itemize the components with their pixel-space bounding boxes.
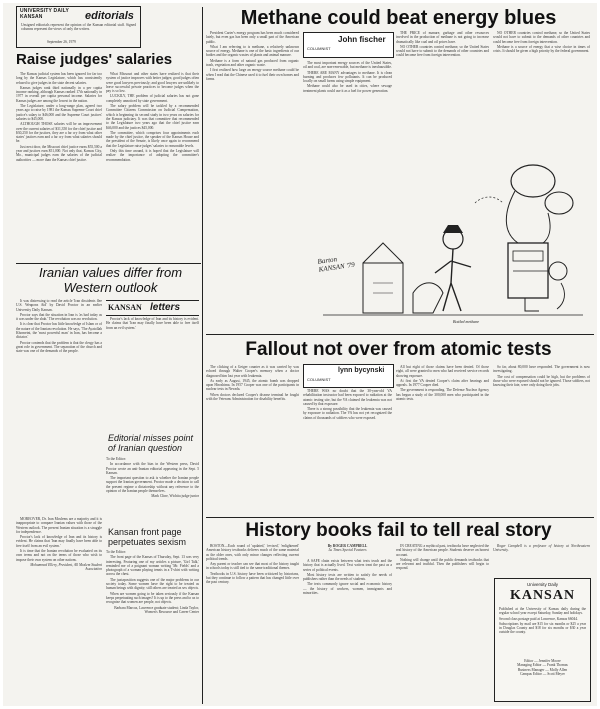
history-signature: Roger Campbell is a professor of history at Northeastern University.	[493, 544, 590, 553]
methane-para: Methane is a form of natural gas produced from organic trash, vegetation and other organic waste.	[206, 58, 299, 68]
fallout-col2	[303, 389, 392, 513]
methane-para: I first realized how large an energy source methane could be when I read that the Chinese used it to fuel their own homes and farms.	[206, 68, 299, 81]
iranian-para: Proctor's lack of knowledge of Iran and its history is evident. He claims that 'Iran may finally have been able to free itself from an evil system.'	[16, 535, 102, 548]
fallout-author-box	[303, 364, 394, 388]
kansan-front-headline: Kansan front page perpetuates sexism	[108, 527, 187, 547]
fallout-para: There is a strong possibility that the leukemia was caused by exposure to radiation. The VA has not yet recognized the claims of thousands of soldiers who were exposed.	[303, 407, 392, 420]
history-byline: By ROGER CAMPBELL	[327, 544, 368, 548]
kansan-front-body	[106, 550, 199, 700]
iranian-para: It is time that the Iranian revolution be evaluated on its own terms and not on the terms of those who wish to impose their own system on other nations.	[16, 549, 102, 562]
history-wire: Lu Times Special Features	[328, 548, 367, 553]
history-para: BOSTON—Each round of 'updated,' 'revised,' 'enlightened' American history textbooks delivers much of the same material as the older ones, with only minor changes reflecting current political trends.	[206, 544, 299, 561]
letters-word: letters	[150, 302, 181, 313]
staff-member: Managing Editor — Frank Thomas	[517, 663, 568, 668]
cartoon-signature: Barton KANSAN '79	[317, 255, 356, 274]
staff-box	[494, 578, 591, 702]
iranian-para: It is clear that Proctor has little knowledge of Islam or of the nature of the Iranian revolution. He says, 'The Ayatollah Khomeini, the 'most powerful man' in Iran, has become a dictator.'	[16, 322, 102, 340]
methane-para: THERE ARE MANY advantages to methane. It is clean burning and produces few pollutants. It can be produced locally on small farms using simple equipment.	[303, 70, 392, 84]
history-para: Any parent or teacher can see that most of the history taught in schools today is still tied to the same traditional themes.	[206, 562, 299, 571]
editorial-misses-body	[106, 457, 199, 517]
raise-para: Only this time around, it is hoped that the Legislature will realize the importance of adopting the committee's recommendation.	[106, 149, 199, 162]
masthead-date: September 26, 1979	[47, 40, 76, 44]
methane-column-label: COLUMNIST	[307, 46, 331, 51]
iranian-signature: Mohammed Ellery, President, All Moslem Student Association	[30, 562, 102, 572]
divider	[16, 263, 201, 264]
raise-para: The committee, which comprises four appointments each made by the chief justice, the speaker of the Kansas House and the president of the Senate, is likely once again to recommend that the Legislature raise judges' salaries to reasonable levels.	[106, 130, 199, 148]
masthead-paper: UNIVERSITY DAILY KANSAN	[20, 8, 69, 20]
editorial-misses-para: The important question to ask is whether the Iranian people support the Iranian government. Proctor made a decision to call the present regime a dictatorship without any reference to the opinion of the Iranian people themselves.	[106, 476, 199, 494]
methane-para: President Carter's energy program has been much considered lately, but even gas has been only a small part of the American public.	[206, 31, 299, 44]
fallout-column-label: COLUMNIST	[307, 377, 331, 382]
raise-para: The Kansas judicial system has been ignored for far too long by the Kansas Legislature, which has consistently refused to give judges in the state decent salaries.	[16, 72, 102, 85]
iranian-para: Proctor's lack of knowledge of Iran and its history is evident. He claims that 'Iran may finally have been able to free itself from an evil system.'	[106, 317, 199, 330]
staff-line: Second class postage paid at Lawrence, Kansas 66044.	[499, 616, 578, 621]
iranian-para: Proctor contends that the problem is that the clergy has a great role in government. The separation of the church and state was one of the demands of the people.	[16, 340, 102, 354]
masthead-disclaimer: Unsigned editorials represent the opinion of the Kansan editorial staff. Signed columns represent the views of only the writers.	[21, 23, 136, 32]
raise-body	[16, 72, 102, 260]
iranian-para: It was distressing to read the article 'Iran dissidents flee U.S. Weapons Aid' by David Proctor in an earlier University Daily Kansan.	[16, 299, 102, 312]
staff-subtitle: University Daily	[526, 582, 558, 587]
letters-brand: KANSAN	[108, 303, 142, 312]
history-col1	[206, 544, 299, 700]
divider	[206, 517, 594, 518]
staff-member: Campus Editor — Scott Meyer	[520, 671, 565, 676]
history-col2	[303, 559, 392, 700]
fallout-col1	[206, 365, 299, 513]
fallout-headline: Fallout not over from atomic tests	[245, 339, 552, 360]
fallout-para: The clicking of a Geiger counter as it was carried by was echoed through Walter Cooper's memory when a doctor diagnosed him last year with leukemia.	[206, 365, 299, 378]
methane-col4	[493, 31, 590, 143]
editorial-misses-to: To the Editor:	[106, 457, 126, 461]
fallout-para: As early as August, 1945, the atomic bomb was dropped upon Hiroshima. In 1957 Cooper was one of the participants in nuclear tests in Nevada.	[206, 378, 299, 392]
masthead-section: editorials	[85, 10, 134, 22]
fallout-author: lynn bycynski	[338, 367, 385, 374]
fallout-col4	[493, 365, 590, 513]
editorial-misses-para: In accordance with the bias in the Western press, David Proctor wrote an anti-Iranian editorial appearing in the Sept. 5 Kansan.	[106, 462, 199, 475]
raise-headline: Raise judges' salaries	[16, 51, 173, 68]
fallout-para: The government is responding. The Defense Nuclear Agency has begun a study of the 300,000 men who participated in the atomic tests.	[396, 388, 489, 402]
history-para: Most history texts are written to satisfy the needs of publishers rather than the needs of students.	[303, 572, 392, 582]
history-para: Textbooks in U.S. history have been criticized by historians, but they continue to follow a pattern that has changed little over the past century.	[206, 571, 299, 585]
editorial-misses-signature: Mark Cline, Wichita judge junior	[151, 494, 199, 499]
masthead-box	[16, 6, 141, 48]
methane-para: Methane is a source of energy that a wise choice in times of crisis. It should be given a high priority by the federal government.	[493, 44, 590, 54]
iranian-body-col3	[106, 317, 199, 429]
iranian-para: Proctor says that the situation in Iran is 'as bad today as it was under the shah.' The revolution was no revolution.	[16, 312, 102, 322]
letters-label-box	[106, 300, 199, 316]
staff-member: Business Manager — Molly Allen	[517, 667, 568, 672]
kansan-front-para: The front page of the Kansas of Thursday, Sept. 13 was very interesting. Featuring one of my articles a picture, 'Girl Talk,' reminded me of a poignant woman writing 'Mr. Fields' and a photograph of a woman playing tennis in a T-shirt with writing across the chest.	[106, 555, 199, 577]
history-col4	[493, 544, 590, 574]
column-divider	[202, 7, 203, 704]
raise-body-col2	[106, 72, 199, 260]
raise-para: What Missouri and other states have realized is that their system of justice improves with better judges; good judges often were good lawyers previously; and good lawyers are unlikely to leave successful private practices to become judges when the pay is so low.	[106, 72, 199, 94]
iranian-body-col2	[16, 517, 102, 700]
kansan-front-para: When are women going to be taken seriously if the Kansan keeps perpetuating such images? It is up to the press and to us to recognize that women are people, not objects.	[106, 591, 199, 605]
methane-para: THE PRICE of manure, garbage and other resources involved in the production of methane is not going to increase dramatically like coal and oil prices have.	[396, 31, 489, 44]
raise-para: ALTHOUGH THOSE salaries will be an improvement over the current salaries of $31,350 for the chief justice and $30,250 for the justices, they are a far cry from what other states' justices earn and a far cry from what salaries should be.	[16, 122, 102, 144]
raise-para: The salary problem will be tackled by a recommended Committee Citizens Commission on Judicial Compensation, which is beginning its second study in two years on salaries for the Kansas judiciary. It was that committee that recommended to the Legislature two years ago that the chief justice earn $46,000 and the justices $45,000.	[106, 104, 199, 130]
methane-para: What I am referring to is methane, a relatively unknown source of energy. Methane is one of the basic ingredients of our bodies and the organic wastes of plants and animal manure.	[206, 44, 299, 58]
methane-author-box	[303, 32, 394, 58]
methane-cartoon	[303, 143, 593, 329]
history-headline: History books fail to tell real story	[245, 520, 552, 541]
newspaper-page	[3, 3, 597, 706]
iranian-headline: Iranian values differ from Western outlook	[38, 265, 183, 295]
staff-lines	[499, 607, 586, 655]
staff-title: KANSAN	[509, 588, 576, 603]
cartoon-drawing	[303, 143, 593, 329]
raise-para: Just next door, the Missouri chief justice earns $55,500 a year and justices earn $51,000. Not only that, Kansas City, Mo., municipal judges earn the salaries of the judicial authorities — more than the Kansas chief justice.	[16, 144, 102, 162]
fallout-para: THERE WAS no doubt that the 30-year-old VA rehabilitation instructor had been exposed to radiation at the atomic testing site, but the VA claimed the leukemia was not caused by that exposure.	[303, 389, 392, 406]
kansan-front-signature: Barbara Marcus, Lawrence graduate student; Linda Taylor, Women's Resource and Career Center	[114, 605, 199, 614]
cartoon-caption: Bottled methane	[453, 319, 480, 324]
divider	[206, 334, 594, 335]
raise-para: LUCKILY, THE problem of judicial salaries has not gone completely unnoticed by state government.	[106, 94, 199, 103]
fallout-para: The cost of compensation could be high, but the problems of those who were exposed should not be ignored. Those soldiers, not knowing their fate, were only doing their jobs.	[493, 374, 590, 388]
staff-line: Published at the University of Kansas daily during the regular school year except Saturday, Sunday and holidays.	[499, 607, 586, 616]
history-para: The texts commonly ignore social and economic history — the history of workers, women, immigrants and minorities.	[303, 582, 392, 596]
history-para: A SAFE chain exists between what texts teach and the history that is actually lived. Text writers treat the past as a series of political events.	[303, 559, 392, 572]
kansan-front-to: To the Editor:	[106, 550, 126, 554]
fallout-para: At first the VA denied Cooper's claim after hearings and appeals. In 1977 Cooper died.	[396, 378, 489, 388]
iranian-body	[16, 299, 102, 517]
staff-line: Subscriptions by mail are $15 for six months or $25 a year in Douglas County and $18 for six months or $30 a year outside the county.	[499, 621, 586, 635]
editorial-misses-headline: Editorial misses point of Iranian question	[108, 433, 194, 453]
methane-author: John fischer	[338, 35, 386, 44]
fallout-col3	[396, 365, 489, 513]
iranian-para: MOREOVER, Dr. Iran Moslems are a majority and it is inappropriate to compare Iranian values with those of the Western outlook. The present Iranian situation is a struggle for independence.	[16, 517, 102, 534]
methane-col1	[206, 31, 299, 331]
staff-list	[499, 659, 586, 697]
fallout-para: So far, about 80,000 have responded. The government is now investigating.	[493, 365, 590, 374]
methane-para: NO OTHER countries control methane, so the United States would not have to submit to the demands of other countries and could become free from foreign intervention.	[493, 31, 590, 44]
history-col3	[396, 544, 489, 700]
history-byline-box	[303, 544, 392, 556]
methane-para: Methane could also be used in cities, where sewage treatment plants could use it as a fuel for power generation.	[303, 84, 392, 93]
methane-headline: Methane could beat energy blues	[240, 7, 557, 29]
fallout-para: All but eight of those claims have been denied. Of those eight, all were granted to men who had received service records showing exposure.	[396, 365, 489, 378]
history-para: Nothing will change until the public demands textbooks that are relevant and truthful. Then the publishers will begin to respond.	[396, 557, 489, 571]
staff-member: Editor — Jennifer Moore	[524, 659, 561, 663]
raise-para: The Legislature, under a long-range plan, agreed two years ago to raise by 1981 the Kansas Supreme Court chief justice's salary to $46,000 and the Supreme Court justices' salaries to $45,000.	[16, 104, 102, 121]
methane-para: NO OTHER countries control methane, so the United States would not have to submit to the demands of other countries and could become free from foreign intervention.	[396, 44, 489, 58]
history-para: IN CREATING a mythical past, textbooks have neglected the real history of the American people. Students deserve an honest account.	[396, 544, 489, 557]
kansan-front-para: The juxtaposition suggests one of the major problems in our society today. Some women have the right to be treated as human beings with dignity; still others are treated as sex objects.	[106, 577, 199, 591]
raise-para: Kansas judges rank third nationally in a per capita income ranking, although Kansas ranked 17th nationally in 1977 in overall per capita personal income. Salaries for Kansas judges are among the lowest in the nation.	[16, 85, 102, 103]
fallout-para: When doctors declared Cooper's disease terminal he fought with the Veterans Administration for disability benefits.	[206, 392, 299, 402]
methane-para: The most important energy sources of the United States, oil and coal, are non-renewable, but methane is inexhaustible.	[303, 61, 392, 70]
